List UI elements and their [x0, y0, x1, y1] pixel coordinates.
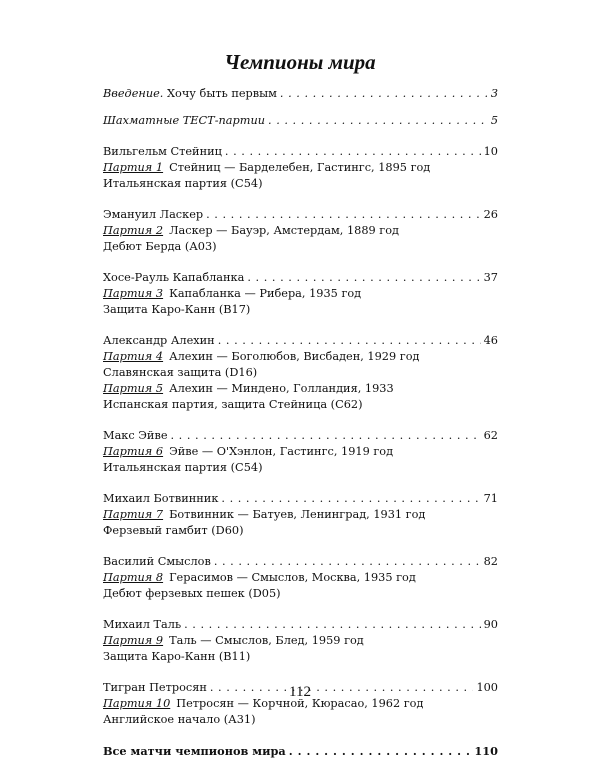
game-line	[103, 349, 498, 365]
game-label: Партия 1	[103, 161, 164, 174]
game-line	[103, 444, 498, 460]
toc-entry-intro	[103, 86, 498, 102]
game-line	[103, 507, 498, 523]
toc-entry-champion	[103, 428, 498, 444]
dot-leader	[206, 207, 481, 223]
game-description: Таль — Смыслов, Блед, 1959 год	[169, 634, 364, 647]
game-description: Герасимов — Смыслов, Москва, 1935 год	[169, 571, 416, 584]
toc-entry-champion	[103, 491, 498, 507]
game-description: Ботвинник — Батуев, Ленинград, 1931 год	[169, 508, 426, 521]
game-line	[103, 223, 498, 239]
game-label: Партия 10	[103, 697, 171, 710]
champion-section	[103, 617, 498, 665]
dot-leader	[268, 113, 488, 129]
toc-entry-label: Все матчи чемпионов мира	[103, 744, 286, 758]
toc-page-number: 5	[490, 114, 498, 127]
opening-line: Итальянская партия (С54)	[103, 177, 263, 190]
dot-leader	[289, 743, 472, 759]
toc-entry-champion	[103, 333, 498, 349]
game-line	[103, 286, 498, 302]
champion-name: Хосе-Рауль Капабланка	[103, 271, 245, 284]
toc-entry-champion	[103, 617, 498, 633]
opening-line: Защита Каро-Канн (В17)	[103, 303, 251, 316]
champion-name: Макс Эйве	[103, 429, 168, 442]
toc-entry-champion	[103, 554, 498, 570]
game-description: Алехин — Миндено, Голландия, 1933	[169, 382, 394, 395]
game-description: Эйве — О'Хэнлон, Гастингс, 1919 год	[169, 445, 394, 458]
opening-line: Итальянская партия (С54)	[103, 461, 263, 474]
toc-entry-test-games	[103, 113, 498, 129]
game-description: Петросян — Корчной, Кюрасао, 1962 год	[176, 697, 424, 710]
opening-line: Дебют Берда (А03)	[103, 240, 217, 253]
opening-line: Английское начало (А31)	[103, 713, 256, 726]
page-title: Чемпионы мира	[224, 50, 376, 74]
toc-page-number: 46	[483, 334, 498, 347]
game-description: Ласкер — Бауэр, Амстердам, 1889 год	[169, 224, 399, 237]
champion-section	[103, 554, 498, 602]
champion-name: Александр Алехин	[103, 334, 215, 347]
game-line	[103, 633, 498, 649]
toc-page-number: 37	[483, 271, 498, 284]
champion-name: Вильгельм Стейниц	[103, 145, 222, 158]
champion-section	[103, 144, 498, 192]
dot-leader	[171, 428, 481, 444]
champion-section	[103, 270, 498, 318]
game-description: Стейниц — Барделебен, Гастингс, 1895 год	[169, 161, 431, 174]
dot-leader	[280, 86, 488, 102]
champion-name: Эмануил Ласкер	[103, 208, 204, 221]
dot-leader	[247, 270, 480, 286]
game-label: Партия 2	[103, 224, 164, 237]
toc-page-number: 10	[483, 145, 498, 158]
opening-line: Защита Каро-Канн (В11)	[103, 650, 251, 663]
dot-leader	[221, 491, 480, 507]
toc-entry-champion	[103, 270, 498, 286]
game-line	[103, 160, 498, 176]
champion-section	[103, 333, 498, 413]
dot-leader	[214, 554, 481, 570]
champion-name: Михаил Таль	[103, 618, 182, 631]
game-label: Партия 9	[103, 634, 164, 647]
champion-section	[103, 428, 498, 476]
champion-section	[103, 207, 498, 255]
game-label: Партия 8	[103, 571, 164, 584]
champion-name: Михаил Ботвинник	[103, 492, 219, 505]
dot-leader	[218, 333, 481, 349]
toc-entry-label: Шахматные ТЕСТ-партии	[103, 114, 266, 127]
champion-name: Василий Смыслов	[103, 555, 211, 568]
toc-entry-all-matches	[103, 743, 498, 759]
game-line	[103, 381, 498, 397]
dot-leader	[225, 144, 481, 160]
toc-page-number: 62	[483, 429, 498, 442]
dot-leader	[184, 617, 481, 633]
page-number: 112	[289, 684, 311, 700]
game-label: Партия 5	[103, 382, 164, 395]
toc-entry-champion	[103, 207, 498, 223]
toc-page-number: 82	[483, 555, 498, 568]
game-description: Капабланка — Рибера, 1935 год	[169, 287, 362, 300]
champion-section	[103, 491, 498, 539]
toc-page-number: 110	[474, 744, 498, 758]
game-description: Алехин — Боголюбов, Висбаден, 1929 год	[169, 350, 420, 363]
opening-line: Ферзевый гамбит (D60)	[103, 524, 244, 537]
toc-page-number: 26	[483, 208, 498, 221]
toc-entry-champion	[103, 144, 498, 160]
opening-line: Дебют ферзевых пешек (D05)	[103, 587, 281, 600]
toc-page-number: 3	[490, 87, 498, 100]
toc-page-number: 100	[476, 681, 498, 694]
opening-line: Испанская партия, защита Стейница (С62)	[103, 398, 363, 411]
champion-name: Тигран Петросян	[103, 681, 207, 694]
game-label: Партия 4	[103, 350, 164, 363]
game-label: Партия 3	[103, 287, 164, 300]
opening-line: Славянская защита (D16)	[103, 366, 258, 379]
game-label: Партия 6	[103, 445, 164, 458]
table-of-contents	[103, 86, 498, 759]
game-label: Партия 7	[103, 508, 164, 521]
game-line	[103, 570, 498, 586]
toc-entry-label: Введение. Хочу быть первым	[103, 87, 277, 100]
toc-page-number: 90	[483, 618, 498, 631]
toc-page-number: 71	[483, 492, 498, 505]
